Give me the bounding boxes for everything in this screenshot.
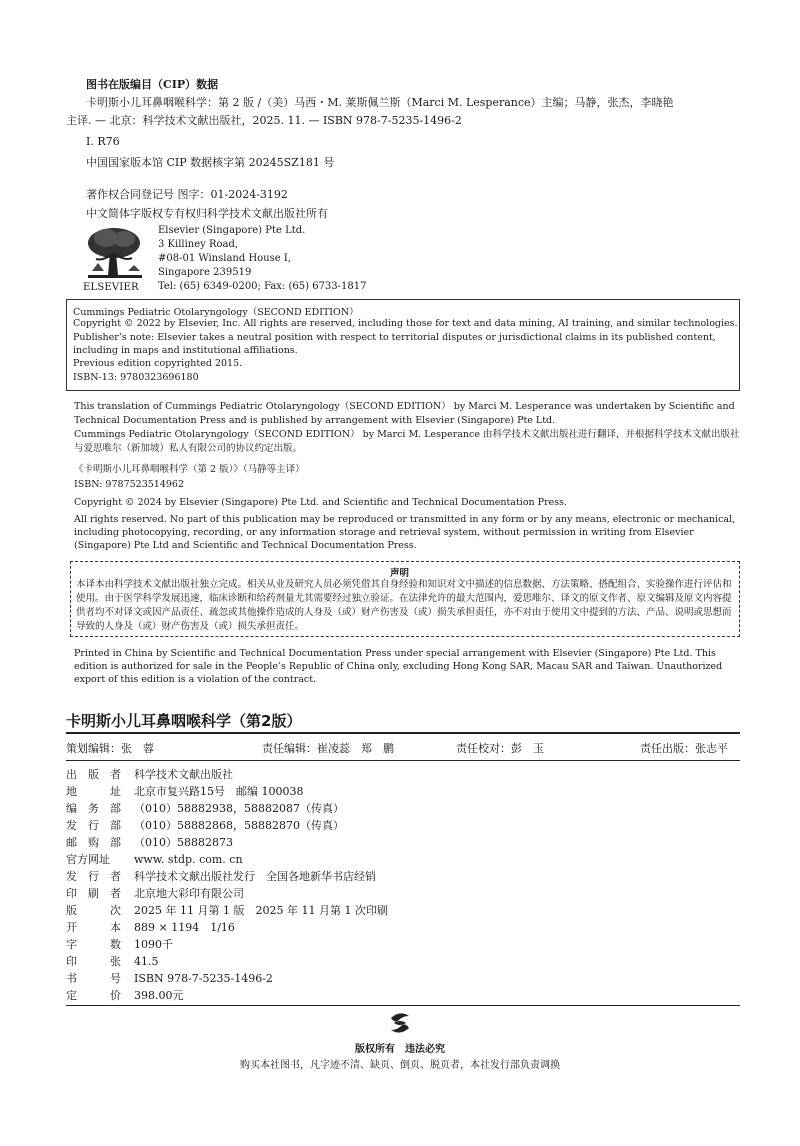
imprint-label: 印 张	[66, 955, 121, 968]
elsevier-address-line-4: Singapore 239519	[158, 267, 252, 278]
imprint-value: 2025 年 11 月第 1 版 2025 年 11 月第 1 次印刷	[134, 904, 388, 917]
elsevier-address-line-1: Elsevier (Singapore) Pte Ltd.	[158, 225, 306, 236]
imprint-row-printer	[66, 885, 244, 901]
book-title: 卡明斯小儿耳鼻咽喉科学（第2版）	[66, 712, 302, 730]
imprint-bottom-rule	[66, 1005, 740, 1006]
cip-line-1: 卡明斯小儿耳鼻咽喉科学：第 2 版 /（美）马西・M. 莱斯佩兰斯（Marci M. Lesperance）主编；马静，张杰，李晓艳	[86, 96, 674, 109]
imprint-label: 官方网址	[66, 853, 110, 866]
editors-rule	[66, 760, 740, 761]
imprint-row-distribution	[66, 817, 344, 833]
publisher-note: Publisher’s note: Elsevier takes a neutral position with respect to territorial disputes or jurisdictional claims in its published content, including in maps and institutional affiliations.	[73, 332, 716, 356]
cip-line-3: Ⅰ. R76	[86, 135, 120, 148]
imprint-value: 科学技术文献出版社	[134, 768, 233, 781]
imprint-row-word-count	[66, 936, 173, 952]
imprint-value: （010）58882938，58882087（传真）	[134, 802, 344, 815]
imprint-value: （010）58882868，58882870（传真）	[134, 819, 344, 832]
original-isbn: ISBN-13: 9780323696180	[73, 372, 199, 383]
responsible-editor: 责任编辑：崔凌蕊 郑 鹏	[262, 742, 394, 755]
translation-copyright: Copyright © 2024 by Elsevier (Singapore) Pte Ltd. and Scientific and Technical Documentation Press.	[74, 497, 568, 508]
cip-line-2: 主译. — 北京：科学技术文献出版社，2025. 11. — ISBN 978-7-5235-1496-2	[66, 114, 462, 127]
imprint-row-isbn	[66, 970, 273, 986]
copyright-slogan: 版权所有 违法必究	[355, 1044, 445, 1055]
printed-in-china-notice: Printed in China by Scientific and Technical Documentation Press under special arrangement with Elsevier (Singapore) Pte Ltd. This edition is authorized for sale in the People’s Republic of China only, excluding Hong Kong SAR, Macau SAR and Taiwan. Unauthorized export of this edition is a violation of the contract.	[74, 648, 723, 685]
title-rule	[66, 732, 740, 734]
copyright-registration: 著作权合同登记号 图字：01-2024-3192	[86, 188, 288, 201]
imprint-row-website	[66, 851, 243, 867]
cip-heading: 图书在版编目（CIP）数据	[86, 78, 219, 91]
imprint-value: 398.00元	[134, 989, 184, 1002]
exclusive-rights-line: 中文简体字版权专有权归科学技术文献出版社所有	[86, 207, 328, 220]
imprint-row-address	[66, 783, 303, 799]
imprint-value: 889 × 1194 1/16	[134, 921, 235, 934]
imprint-row-printed-sheets	[66, 953, 159, 969]
imprint-value: （010）58882873	[134, 836, 233, 849]
imprint-label: 字 数	[66, 938, 121, 951]
original-title: Cummings Pediatric Otolaryngology（SECOND EDITION）	[73, 307, 359, 318]
publisher-emblem-icon	[385, 1008, 415, 1038]
planning-editor: 策划编辑：张 蓉	[66, 742, 154, 755]
previous-edition: Previous edition copyrighted 2015.	[73, 358, 243, 369]
imprint-label: 发 行 部	[66, 819, 121, 832]
imprint-value: 41.5	[134, 955, 159, 968]
return-policy-notice: 购买本社图书，凡字迹不清、缺页、倒页、脱页者，本社发行部负责调换	[240, 1060, 560, 1071]
imprint-row-editorial	[66, 800, 344, 816]
statement-heading: 声明	[390, 568, 410, 579]
imprint-label: 地 址	[66, 785, 121, 798]
statement-body: 本译本由科学技术文献出版社独立完成。相关从业及研究人员必须凭借其自身经验和知识对文中描述的信息数据、方法策略、搭配组合、实验操作进行评估和使用。由于医学科学发展迅速，临床诊断和给药剂量尤其需要经过独立验证。在法律允许的最大范围内，爱思唯尔、译文的原文作者、原文编辑及原文内容提供者均不对译文或因产品责任、疏忽或其他操作造成的人身及（或）财产伤害及（或）损失承担责任，亦不对由于使用文中提到的方法、产品、说明或思想而导致的人身及（或）财产伤害及（或）损失承担责任。	[76, 579, 732, 632]
publishing-manager: 责任出版：张志平	[640, 742, 728, 755]
imprint-row-price	[66, 987, 184, 1003]
translation-isbn: ISBN: 9787523514962	[74, 479, 185, 490]
elsevier-address-line-2: 3 Killiney Road,	[158, 239, 239, 250]
imprint-label: 书 号	[66, 972, 121, 985]
imprint-value: ISBN 978-7-5235-1496-2	[134, 972, 273, 985]
imprint-value: 1090千	[134, 938, 173, 951]
imprint-value: www. stdp. com. cn	[134, 853, 243, 866]
original-copyright: Copyright © 2022 by Elsevier, Inc. All rights are reserved, including those for text and data mining, AI training, and similar technologies.	[73, 318, 738, 329]
imprint-label: 发 行 者	[66, 870, 121, 883]
imprint-value: 北京地大彩印有限公司	[134, 887, 244, 900]
imprint-row-publisher	[66, 766, 233, 782]
imprint-label: 编 务 部	[66, 802, 121, 815]
cip-line-4: 中国国家版本馆 CIP 数据核字第 20245SZ181 号	[86, 156, 335, 169]
imprint-value: 北京市复兴路15号 邮编 100038	[134, 785, 304, 798]
imprint-label: 定 价	[66, 989, 121, 1002]
elsevier-address-line-3: #08-01 Winsland House I,	[158, 253, 291, 264]
imprint-value: 科学技术文献出版社发行 全国各地新华书店经销	[134, 870, 376, 883]
translation-notice-en: This translation of Cummings Pediatric Otolaryngology（SECOND EDITION） by Marci M. Lesperance was undertaken by Scientific and Technical Documentation Press and is published by arrangement with Elsevier (Singapore) Pte Ltd.	[74, 401, 735, 426]
imprint-label: 印 刷 者	[66, 887, 121, 900]
imprint-label: 版 次	[66, 904, 121, 917]
imprint-row-mail-order	[66, 834, 233, 850]
imprint-row-format	[66, 919, 235, 935]
imprint-label: 出 版 者	[66, 768, 121, 781]
elsevier-wordmark: ELSEVIER	[83, 282, 139, 293]
all-rights-reserved: All rights reserved. No part of this publication may be reproduced or transmitted in any form or by any means, electronic or mechanical, including photocopying, recording, or any information storage and retrieval system, without permission in writing from Elsevier (Singapore) Pte Ltd and Scientific and Technical Documentation Press.	[74, 514, 736, 551]
imprint-label: 开 本	[66, 921, 121, 934]
proofreader: 责任校对：彭 玉	[456, 742, 544, 755]
translation-notice-zh: Cummings Pediatric Otolaryngology（SECOND EDITION） by Marci M. Lesperance 由科学技术文献出版社进行翻译，并根据科学技术文献出版社与爱思唯尔（新加坡）私人有限公司的协议约定出版。	[74, 429, 740, 454]
translation-title: 《卡明斯小儿耳鼻咽喉科学（第 2 版）》（马静等主译）	[74, 464, 305, 475]
elsevier-tree-logo-icon	[84, 225, 146, 281]
imprint-label: 邮 购 部	[66, 836, 121, 849]
imprint-row-edition	[66, 902, 388, 918]
elsevier-contact: Tel: (65) 6349-0200; Fax: (65) 6733-1817	[158, 281, 367, 292]
imprint-row-distributor	[66, 868, 376, 884]
